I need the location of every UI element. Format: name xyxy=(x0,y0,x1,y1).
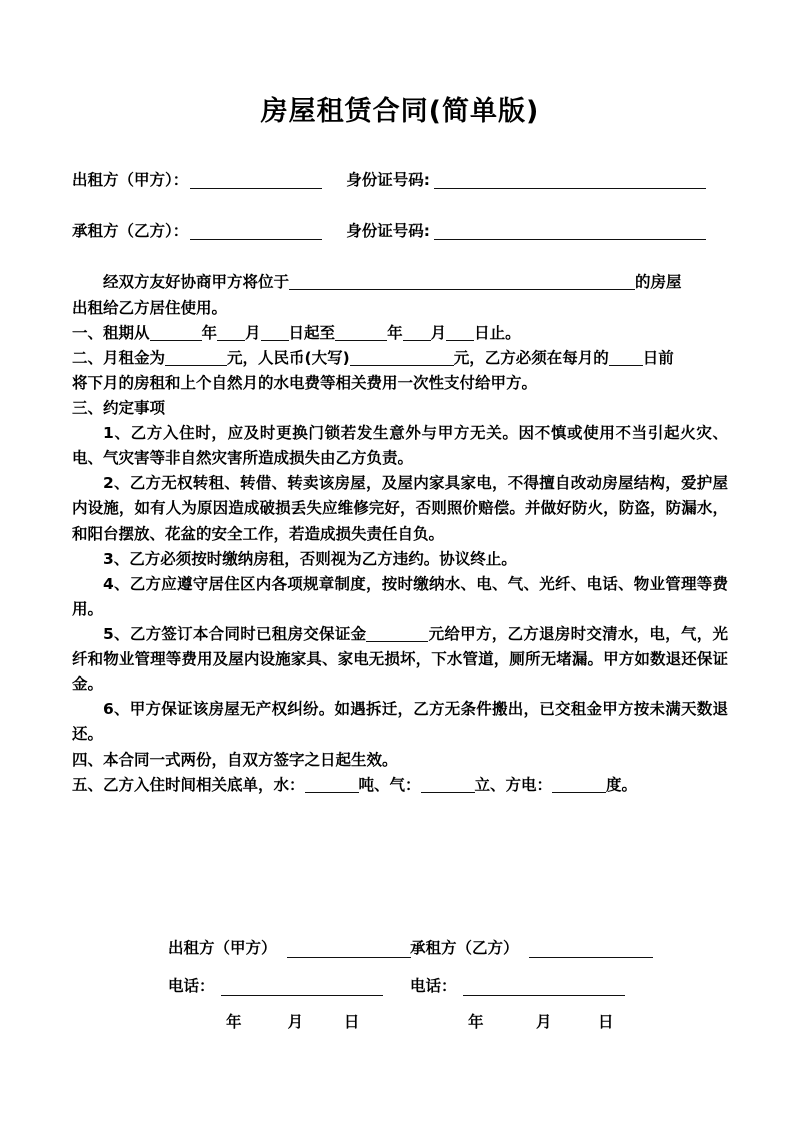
lessor-id-label: 身份证号码: xyxy=(346,171,430,190)
lessee-name-blank[interactable] xyxy=(190,224,322,240)
clause-one-t4: 年 xyxy=(387,323,403,342)
signature-lessee-date-row xyxy=(410,1010,728,1032)
start-year-blank[interactable] xyxy=(150,326,202,341)
clause-one-prefix: 一、租期从 xyxy=(72,323,150,342)
clause-two-t2: 元，乙方必须在每月的 xyxy=(453,348,609,367)
clause-two-t3: 日前 xyxy=(642,348,674,367)
electricity-meter-blank[interactable] xyxy=(552,778,606,793)
clause-three-heading: 三、约定事项 xyxy=(72,399,166,418)
lessee-date-year: 年 xyxy=(468,1013,484,1031)
start-month-blank[interactable] xyxy=(217,326,245,341)
end-day-blank[interactable] xyxy=(446,326,474,341)
end-month-blank[interactable] xyxy=(403,326,431,341)
lessee-label: 承租方（乙方）： xyxy=(72,222,189,241)
clause-two-line2: 将下月的房租和上个自然月的水电费等相关费用一次性支付给甲方。 xyxy=(72,373,538,392)
signature-lessor-date-row xyxy=(168,1010,400,1032)
signature-column-lessee xyxy=(400,932,728,1032)
lessee-date-month: 月 xyxy=(536,1013,552,1031)
signature-lessee-line xyxy=(410,932,728,958)
clause-one-t1: 年 xyxy=(201,323,218,342)
page-title: 房屋租赁合同(简单版) xyxy=(260,96,540,127)
preamble-lead: 经双方友好协商甲方将位于 xyxy=(103,273,290,292)
signature-lessor-label: 出租方（甲方） xyxy=(168,939,277,957)
end-year-blank[interactable] xyxy=(335,326,387,341)
lessor-date-year: 年 xyxy=(226,1013,242,1031)
clause-five-t1: 吨、气： xyxy=(358,775,421,794)
clause-two xyxy=(72,346,728,371)
clause-item-5 xyxy=(72,622,728,697)
signature-lessor-phone-line xyxy=(168,970,400,996)
lessor-date-day: 日 xyxy=(343,1013,360,1031)
preamble-paragraph xyxy=(72,270,728,295)
clause-five-t3: 度。 xyxy=(606,775,638,794)
signature-lessee-phone-label: 电话： xyxy=(410,977,457,995)
deposit-amount-blank[interactable] xyxy=(366,627,428,642)
clause-five xyxy=(72,773,728,798)
clause-five-t2: 立、方电： xyxy=(474,775,553,794)
lessor-date-month: 月 xyxy=(287,1013,304,1031)
clause-item-5-prefix: 5、乙方签订本合同时已租房交保证金 xyxy=(103,625,367,644)
property-address-blank[interactable] xyxy=(289,275,635,290)
clause-item-1: 1、乙方入住时，应及时更换门锁若发生意外与甲方无关。因不慎或使用不当引起火灾、电、气灾害等非自然灾害所造成损失由乙方负责。 xyxy=(72,424,728,468)
clause-one-t3: 日起至 xyxy=(288,323,336,342)
clause-item-2: 2、乙方无权转租、转借、转卖该房屋，及屋内家具家电，不得擅自改动房屋结构，爱护屋内设施，如有人为原因造成破损丢失应维修完好，否则照价赔偿。并做好防火，防盗，防漏水，和阳台摆放、花盆的安全工作，若造成损失责任自负。 xyxy=(72,474,728,543)
preamble-tail: 的房屋 xyxy=(635,273,682,292)
clause-one xyxy=(72,321,728,346)
signature-lessee-phone-blank[interactable] xyxy=(463,980,625,996)
clause-five-prefix: 五、乙方入住时间相关底单，水： xyxy=(72,775,305,794)
signature-lessor-blank[interactable] xyxy=(287,942,411,958)
clause-two-prefix: 二、月租金为 xyxy=(72,348,166,367)
signature-lessor-phone-label: 电话： xyxy=(168,977,215,995)
water-meter-blank[interactable] xyxy=(305,778,359,793)
lessee-id-blank[interactable] xyxy=(434,224,706,240)
clause-item-6: 6、甲方保证该房屋无产权纠纷。如遇拆迁，乙方无条件搬出，已交租金甲方按未满天数退还。 xyxy=(72,700,728,744)
signature-lessee-blank[interactable] xyxy=(529,942,653,958)
preamble-line2: 出租给乙方居住使用。 xyxy=(72,298,228,317)
clause-two-t1: 元，人民币(大写) xyxy=(227,348,350,367)
lessee-id-label: 身份证号码: xyxy=(346,222,430,241)
signature-lessee-phone-line xyxy=(410,970,728,996)
clause-one-t6: 日止。 xyxy=(474,323,521,342)
signature-column-lessor xyxy=(72,932,400,1032)
clause-one-t2: 月 xyxy=(245,323,261,342)
lessee-header-row xyxy=(72,223,728,240)
payment-day-blank[interactable] xyxy=(609,351,643,366)
start-day-blank[interactable] xyxy=(261,326,289,341)
signature-lessor-line xyxy=(168,932,400,958)
signature-lessor-phone-blank[interactable] xyxy=(221,980,383,996)
signature-block xyxy=(72,932,728,1032)
clause-item-5-tail: 元给甲方，乙方退房时交清水，电，气，光纤和物业管理等费用及屋内设施家具、家电无损坏，下水管道，厕所无堵漏。甲方如数退还保证金。 xyxy=(72,625,728,694)
lessor-name-blank[interactable] xyxy=(190,173,322,189)
gas-meter-blank[interactable] xyxy=(421,778,475,793)
monthly-rent-blank[interactable] xyxy=(165,351,227,366)
lessor-id-blank[interactable] xyxy=(434,173,706,189)
clause-four: 四、本合同一式两份，自双方签字之日起生效。 xyxy=(72,750,398,769)
lessor-label: 出租方（甲方）： xyxy=(72,171,189,190)
clause-item-3: 3、乙方必须按时缴纳房租，否则视为乙方违约。协议终止。 xyxy=(103,549,517,568)
signature-lessee-label: 承租方（乙方） xyxy=(410,939,519,957)
lessee-date-day: 日 xyxy=(598,1013,614,1031)
clause-item-4: 4、乙方应遵守居住区内各项规章制度，按时缴纳水、电、气、光纤、电话、物业管理等费用。 xyxy=(72,574,728,618)
clause-one-t5: 月 xyxy=(430,323,447,342)
rent-uppercase-blank[interactable] xyxy=(350,351,454,366)
lessor-header-row xyxy=(72,172,728,189)
